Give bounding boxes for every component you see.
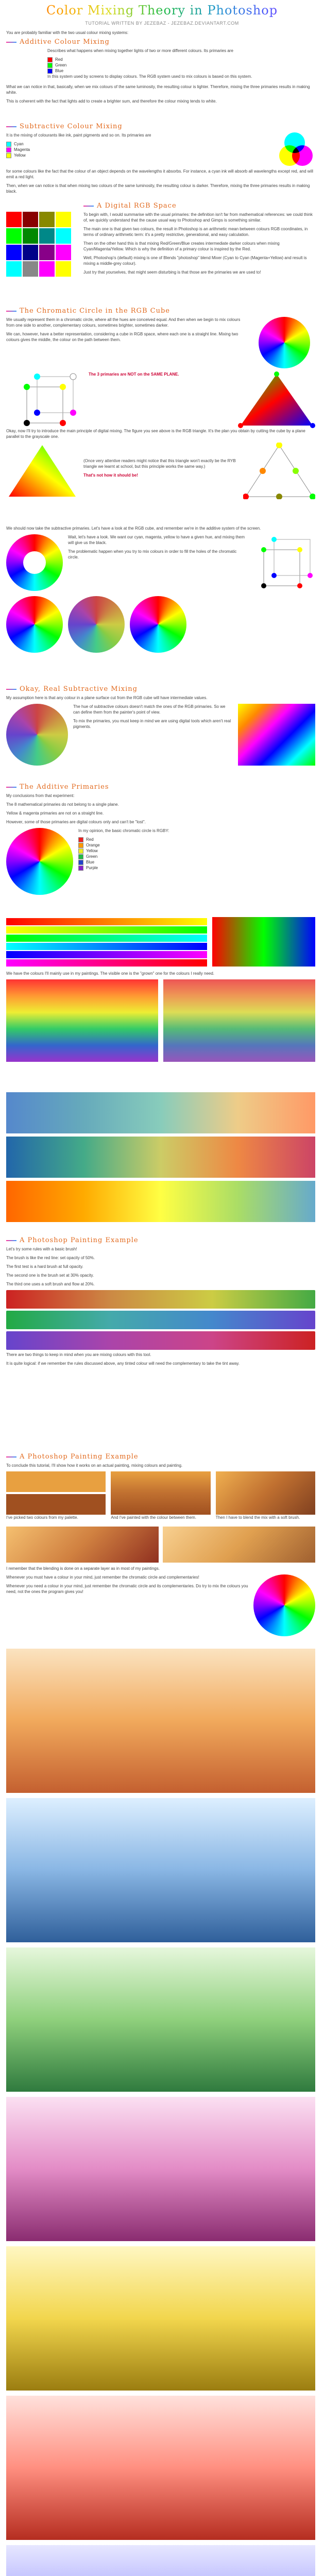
circle-text-3: To mix the primaries, you must keep in mind we are using digital tools which aren't real pigments. xyxy=(73,719,231,729)
hex-triangle xyxy=(243,443,315,499)
subtractive-text-2: for some colours like the fact that the colour of an object depends on the wavelengths it absorbs. For instance, a cyan ink will absorb all wavelengths except red, and will emit a red light. xyxy=(6,169,313,179)
intro-text: You are probably familiar with the two usual colour mixing systems: xyxy=(6,30,129,35)
mixing-text-1: To conclude this tutorial, I'll show how it works on an actual painting, mixing colours and painting. xyxy=(6,1463,183,1468)
triangle-text-5: (Once very attentive readers might notice that this triangle won't exactly be the RYB triangle we learnt at school, but this principle works the same way.) xyxy=(83,459,236,469)
mixing-caption-1: I've picked two colours from my palette. xyxy=(6,1515,78,1520)
rgb-triangle xyxy=(238,371,315,428)
final-wheel xyxy=(253,1574,315,1636)
gradient-bars xyxy=(6,1092,315,1222)
additive-text-2: In this system used by screens to display colours. The RGB system used to mix colours is based on this system. xyxy=(47,74,252,79)
additive-section xyxy=(6,38,315,107)
circle-section xyxy=(6,685,315,766)
rgb-swatch-grid xyxy=(6,212,78,277)
rgb-cube-diagram xyxy=(6,371,83,428)
mix-wheel-3 xyxy=(130,596,186,653)
wheel-label-purple: Purple xyxy=(86,866,98,870)
additive-text-3: What we can notice in that, basically, when we mix colours of the same luminosity, the resulting colour is lighter. Therefore, mixing the three primaries results in making white. xyxy=(6,84,310,95)
brush-text-2: The brush is like the red line: set opacity of 50%. xyxy=(6,1256,95,1260)
mix-wheel-1 xyxy=(6,596,63,653)
triangle-text-1: We usually represent them in a chromatic circle, where all the hues are conceived equal. And then when we begin to mix colours from one side to another, complementary colours, sometimes brighter, sometimes darker. xyxy=(6,317,241,328)
mix-wheel-2 xyxy=(68,596,125,653)
subtract-rgb-text-2: Wait, let's have a look. We want our cyan, magenta, yellow to have a given hue, and mixing them will give us the black. xyxy=(68,535,245,545)
limits-text-1: My conclusions from that experiment: xyxy=(6,793,75,798)
limits-item-3: However, some of those primaries are digital colours only and can't be "lost". xyxy=(6,820,146,824)
additive-heading: Additive Colour Mixing xyxy=(6,38,315,46)
triangle-heading: The Chromatic Circle in the RGB Cube xyxy=(6,307,315,315)
rgb-text-4: Well, Photoshop's (default) mixing is one of Blends "photoshop" blend Mixer (Cyan to Cyan (Magenta+Yellow) and result is mixing a middle-grey colour). xyxy=(83,256,307,266)
wheel-label-yellow: Yellow xyxy=(86,849,98,853)
triangle-text-6: That's not how it should be! xyxy=(83,473,138,478)
mixing-section xyxy=(6,1453,315,1636)
circle-text-1: My assumption here is that any colour in a plane surface cut from the RGB cube will have intermediate values. xyxy=(6,696,208,700)
rgb-text-1: To begin with, I would summarise with the usual primaries: the definition isn't far from mathematical references: we could think of, we quickly understand that the cause usual way to Photoshop and Gimps is something similar. xyxy=(83,212,313,223)
additive-venn xyxy=(6,48,42,84)
primary-magenta: Magenta xyxy=(14,147,30,152)
brush-heading: A Photoshop Painting Example xyxy=(6,1236,315,1244)
triangle-section xyxy=(6,307,315,499)
brush-item-2: The second one is the brush set at 30% opacity. xyxy=(6,1273,94,1278)
mixing-closing: Whenever you need a colour in your mind, just remember the chromatic circle and its complementaries. Do try to mix the colours you need, not the ones the program gives you! xyxy=(6,1584,248,1594)
mixing-caption-5: Whenever you must have a colour in your mind, just remember the chromatic circle and complementaries! xyxy=(6,1575,199,1580)
triangle-text-4: Okay, now I'll try to introduce the main principle of digital mixing. The figure you see above is the RGB triangle. It's the plan you obtain by cutting the cube by a plane parallel to the grayscale one. xyxy=(6,429,305,439)
circle-heading: Okay, Real Subtractive Mixing xyxy=(6,685,315,693)
brush-text-3: There are two things to keep in mind when you are mixing colours with this tool. xyxy=(6,1352,151,1357)
primary-red: Red xyxy=(55,57,63,62)
gradient-triangle xyxy=(6,443,78,499)
mixing-caption-3: Then I have to blend the mix with a soft brush. xyxy=(215,1515,300,1520)
subtract-rgb-text-3: The problematic happen when you try to mix colours in order to fill the holes of the chromatic circle. xyxy=(68,549,237,560)
limits-item-2: Yellow & magenta primaries are not on a straight line. xyxy=(6,811,104,816)
circle-text-2: The hue of subtractive colours doesn't match the ones of the RGB primaries. So we can define them from the painter's point of view. xyxy=(73,704,226,715)
mixing-caption-4: I remember that the blending is done on a separate layer as in most of my paintings. xyxy=(6,1566,160,1571)
primary-green: Green xyxy=(55,63,67,67)
primary-cyan: Cyan xyxy=(14,142,24,146)
primary-blue: Blue xyxy=(55,69,64,73)
rgb-text-2: The main one is that given two colours, the result in Photoshop is an arithmetic mean between colours RGB coordinates, in terms of ordinary arithmetic term: it's a pretty restrictive, generational, and easy calculation. xyxy=(83,227,308,237)
primaries-wheel xyxy=(6,828,73,895)
ryb-wheel xyxy=(6,704,68,766)
triangle-text-3: The 3 primaries are NOT on the SAME PLANE. xyxy=(89,372,179,377)
wheel-label-red: Red xyxy=(86,837,94,842)
intro-section xyxy=(6,30,315,39)
rgb-text-3: Then on the other hand this is that mixing Red/Green/Blue creates intermediate darker colours when mixing Cyan/Magenta/Yellow. Which is why the definition of a primary colour is inspired by the Red. xyxy=(83,241,280,251)
limits-heading: The Additive Primaries xyxy=(6,783,315,791)
limits-text-3: We have the colours I'll mainly use in my paintings. The visible one is the "grown" one for the colours I really need. xyxy=(6,971,215,976)
wheel-label-orange: Orange xyxy=(86,843,100,848)
mixing-caption-2: And I've painted with the colour between them. xyxy=(111,1515,196,1520)
color-samples-strip xyxy=(6,1649,315,2576)
cie-diagram xyxy=(238,704,315,766)
wheel-label-blue: Blue xyxy=(86,860,95,865)
subtractive-heading: Subtractive Colour Mixing xyxy=(6,123,315,130)
mixing-heading: A Photoshop Painting Example xyxy=(6,1453,315,1461)
subtract-rgb-section xyxy=(6,526,315,653)
hollow-wheel xyxy=(6,534,63,591)
author-credit: TUTORIAL WRITTEN BY JEZEBAZ - JEZEBAZ.DEVIANTART.COM xyxy=(85,21,239,26)
brush-item-3: The third one uses a soft brush and flow at 20%. xyxy=(6,1282,95,1286)
chromatic-wheel xyxy=(253,317,315,368)
cube-diagram-2 xyxy=(253,534,315,591)
additive-text-4: This is coherent with the fact that lights add to create a brighter sum, and therefore the colour mixing tends to white. xyxy=(6,99,217,104)
subtractive-section xyxy=(6,123,315,197)
page-title: Color Mixing Theory in Photoshop xyxy=(0,3,324,18)
brush-text-4: It is quite logical: if we remember the rules discussed above, any tinted colour will need the complementary to take the tint away. xyxy=(6,1361,240,1366)
primary-yellow: Yellow xyxy=(14,153,26,158)
subtractive-text-3: Then, when we can notice is that when mixing two colours of the same luminosity, the resulting colour is darker. Therefore, mixing the three primaries results in making black. xyxy=(6,183,310,194)
rgb-section xyxy=(6,202,315,278)
ramps-section xyxy=(6,917,315,1062)
subtractive-text-1: It is the mixing of colourants like ink, paint pigments and so on. Its primaries are xyxy=(6,133,151,138)
wheel-label-green: Green xyxy=(86,854,98,859)
subtract-rgb-text-1: We should now take the subtractive primaries. Let's have a look at the RGB cube, and remember we're in the additive system of the screen. xyxy=(6,526,261,531)
rgb-text-5: Just try that yourselves, that might seem disturbing is that those are the primaries we are used to! xyxy=(83,270,261,275)
limits-section xyxy=(6,783,315,895)
limits-text-2: In my opinion, the basic chromatic circle is RGBY: xyxy=(78,828,169,833)
brush-item-1: The first test is a hard brush at full opacity. xyxy=(6,1264,83,1269)
brush-section xyxy=(6,1236,315,1369)
subtractive-venn xyxy=(279,132,315,168)
triangle-text-2: We can, however, have a better representation, considering a cube in RGB space, where each one is a straight line. Mixing two colours gives the middle, the colour on the path between them. xyxy=(6,332,238,342)
rgb-heading: A Digital RGB Space xyxy=(83,202,315,210)
limits-item-1: The 8 mathematical primaries do not belong to a single plane. xyxy=(6,802,119,807)
brush-text-1: Let's try some rules with a basic brush! xyxy=(6,1247,77,1251)
additive-text-1: Describes what happens when mixing together lights of two or more different colours. Its primaries are xyxy=(47,48,233,53)
